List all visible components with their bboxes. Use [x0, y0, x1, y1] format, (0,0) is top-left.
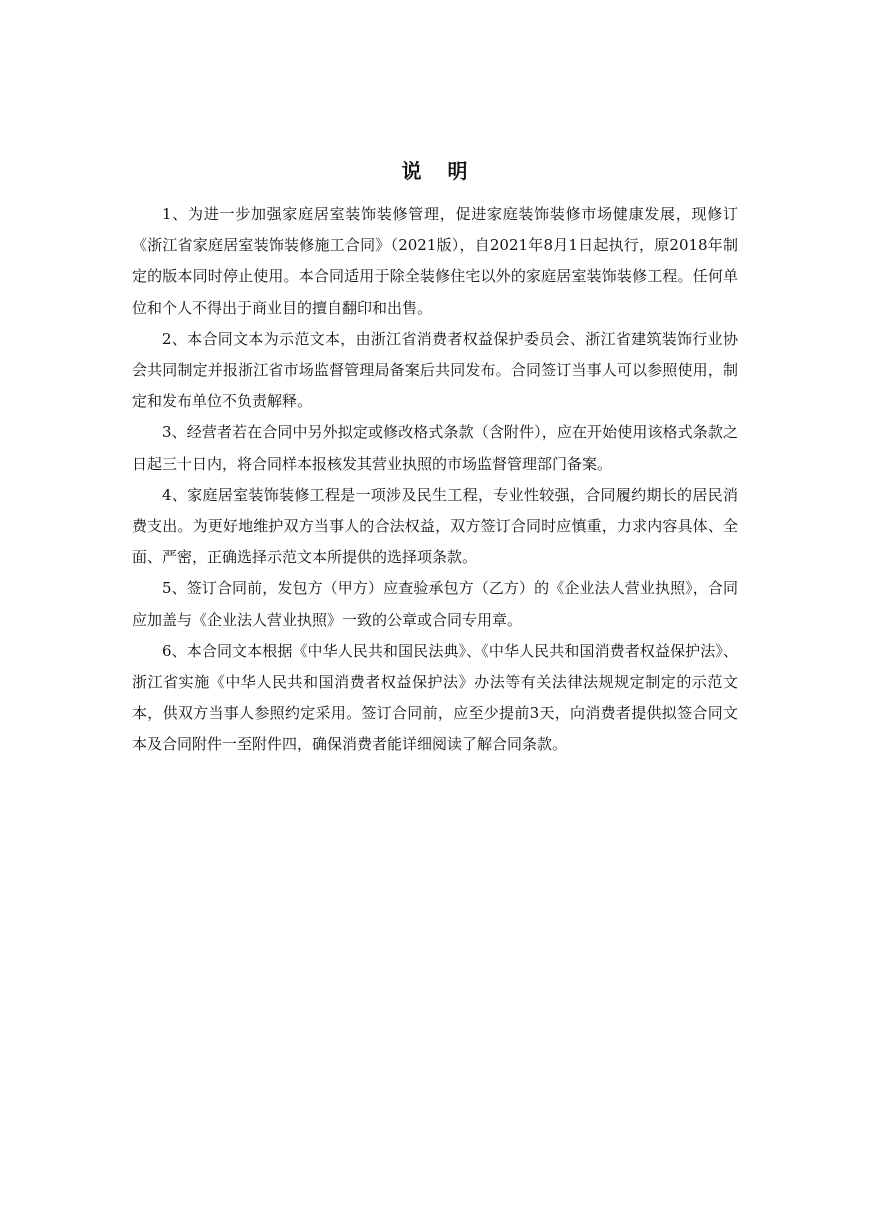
paragraph-2: 2、本合同文本为示范文本，由浙江省消费者权益保护委员会、浙江省建筑装饰行业协会共同制定并报浙江省市场监督管理局备案后共同发布。合同签订当事人可以参照使用，制定和发布单位不负责解释。 — [132, 329, 738, 411]
paragraph-6: 6、本合同文本根据《中华人民共和国民法典》、《中华人民共和国消费者权益保护法》、浙江省实施《中华人民共和国消费者权益保护法》办法等有关法律法规规定制定的示范文本，供双方当事人参照约定采用。签订合同前，应至少提前3天，向消费者提供拟签合同文本及合同附件一至附件四，确保消费者能详细阅读了解合同条款。 — [132, 641, 738, 754]
document-body — [132, 199, 738, 761]
paragraph-1: 1、为进一步加强家庭居室装饰装修管理，促进家庭装饰装修市场健康发展，现修订《浙江省家庭居室装饰装修施工合同》（2021版），自2021年8月1日起执行，原2018年制定的版本同时停止使用。本合同适用于除全装修住宅以外的家庭居室装饰装修工程。任何单位和个人不得出于商业目的擅自翻印和出售。 — [132, 205, 738, 317]
page-title: 说明 — [401, 159, 494, 183]
paragraph-3: 3、经营者若在合同中另外拟定或修改格式条款（含附件），应在开始使用该格式条款之日起三十日内，将合同样本报核发其营业执照的市场监督管理部门备案。 — [132, 423, 738, 473]
paragraph-4: 4、家庭居室装饰装修工程是一项涉及民生工程，专业性较强，合同履约期长的居民消费支出。为更好地维护双方当事人的合法权益，双方签订合同时应慎重，力求内容具体、全面、严密，正确选择示范文本所提供的选择项条款。 — [132, 485, 738, 567]
paragraph-5: 5、签订合同前，发包方（甲方）应查验承包方（乙方）的《企业法人营业执照》，合同应加盖与《企业法人营业执照》一致的公章或合同专用章。 — [132, 579, 738, 629]
